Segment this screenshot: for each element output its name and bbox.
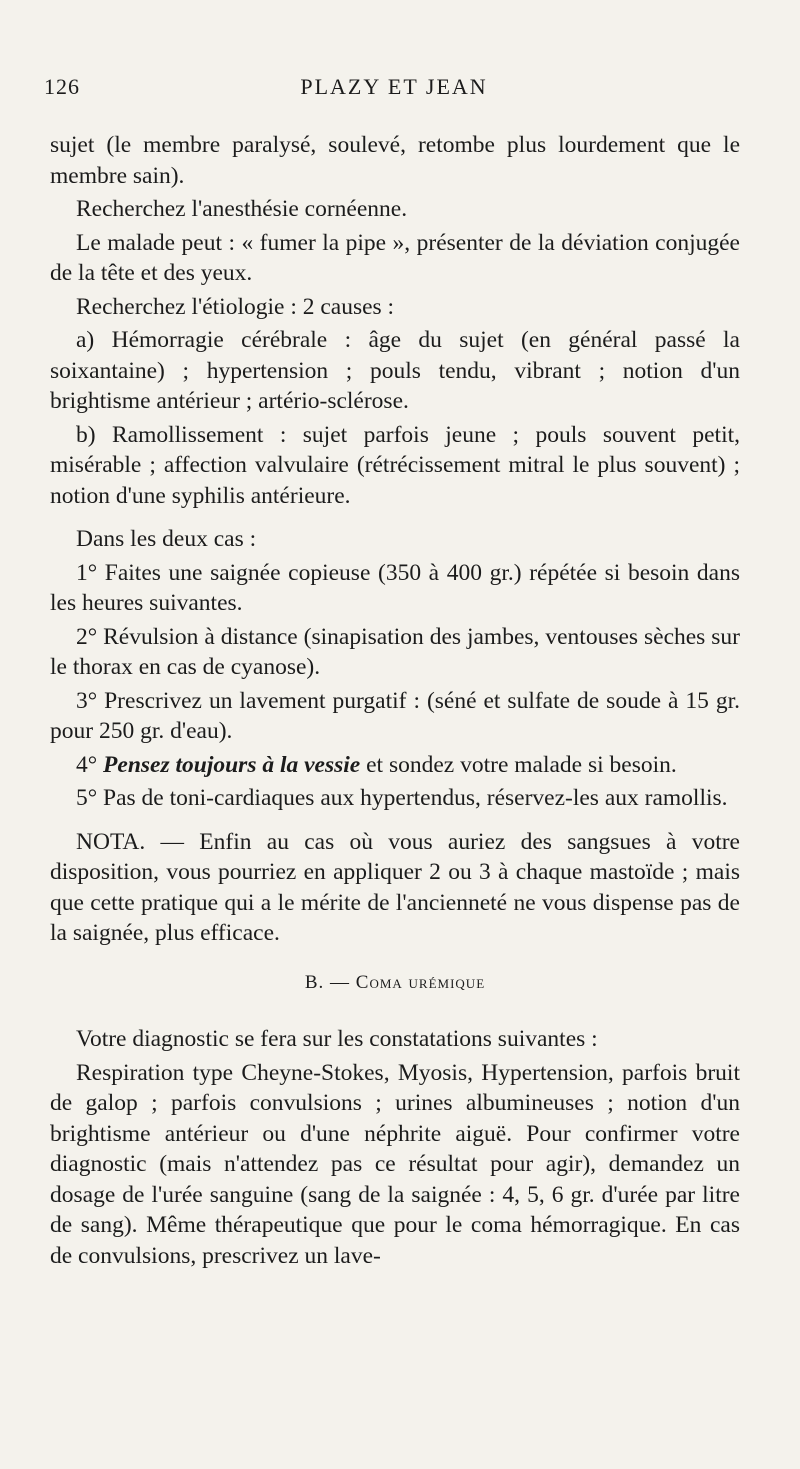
running-title: PLAZY ET JEAN [300,74,488,99]
paragraph: 3° Prescrivez un lavement purgatif : (séné et sulfate de soude à 15 gr. pour 250 gr. d'eau). [50,687,740,744]
paragraph: Recherchez l'anesthésie cornéenne. [76,196,408,222]
paragraph: Recherchez l'étiologie : 2 causes : [76,293,395,320]
paragraph: a) Hémorragie cérébrale : âge du sujet (en général passé la soixantaine) ; hypertension ; pouls tendu, vibrant ; notion d'un brightisme antérieur ; artério-sclérose. [50,327,740,414]
paragraph: b) Ramollissement : sujet parfois jeune ; pouls souvent petit, misérable ; affection valvulaire (rétrécissement mitral le plus souvent) ; notion d'une syphilis antérieure. [50,421,740,509]
paragraph: Votre diagnostic se fera sur les constatations suivantes : [76,1026,598,1052]
body-text [50,130,740,1274]
emphasis-text: Pensez toujours à la vessie [103,751,361,778]
paragraph: Respiration type Cheyne-Stokes, Myosis, Hypertension, parfois bruit de galop ; parfois convulsions ; urines albumineuses ; notion d'un brightisme antérieur ou d'une néphrite aiguë. Pour confirmer votre diagnostic (mais n'attendez pas ce résultat pour agir), demandez un dosage de l'urée sanguine (sang de la saignée : 4, 5, 6 gr. d'urée par litre de sang). Même thérapeutique que pour le coma hémorragique. En cas de convulsions, prescrivez un lave- [50,1059,740,1269]
paragraph: Dans les deux cas : [76,526,257,552]
page-number: 126 [44,74,80,99]
paragraph [50,750,740,781]
paragraph: Le malade peut : « fumer la pipe », présenter de la déviation conjugée de la tête et des yeux. [50,229,740,286]
paragraph: 5° Pas de toni-cardiaques aux hypertendus, réservez-les aux ramollis. [76,785,728,811]
nota-paragraph: NOTA. — Enfin au cas où vous auriez des sangsues à votre disposition, vous pourriez en appliquer 2 ou 3 à chaque mastoïde ; mais que cette pratique qui a le mérite de l'ancienneté ne vous dispense pas de la saignée, plus efficace. [50,828,740,946]
section-heading: B. — Coma urémique [304,971,486,993]
paragraph-rest: et sondez votre malade si besoin. [360,751,677,778]
paragraph: 1° Faites une saignée copieuse (350 à 400 gr.) répétée si besoin dans les heures suivantes. [50,559,740,616]
paragraph: sujet (le membre paralysé, soulevé, retombe plus lourdement que le membre sain). [50,132,740,189]
paragraph: 2° Révulsion à distance (sinapisation des jambes, ventouses sèches sur le thorax en cas de cyanose). [50,623,740,680]
list-number: 4° [76,751,104,778]
